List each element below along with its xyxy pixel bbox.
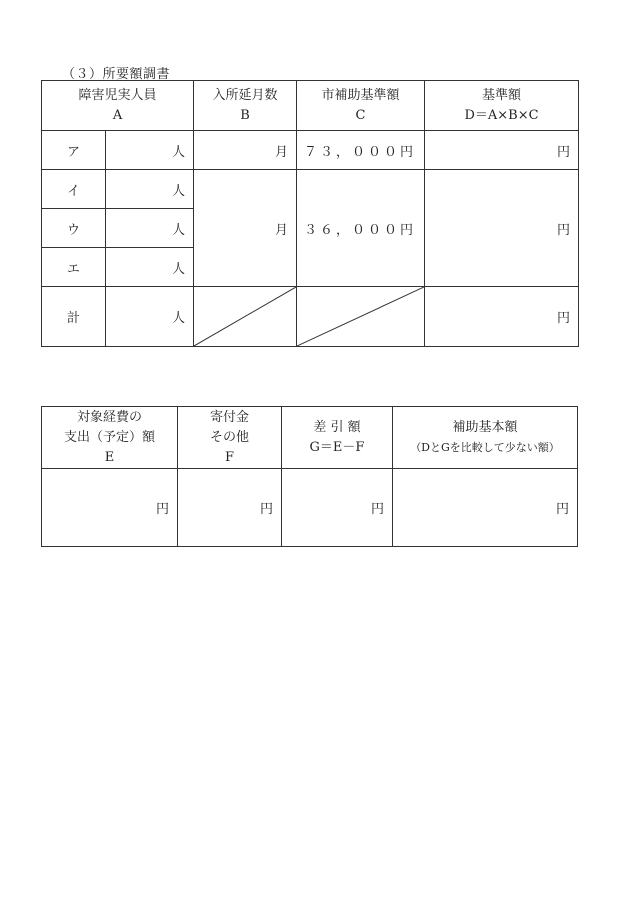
header-subsidy-rate-label: 市補助基準額 (321, 87, 400, 103)
rate-total-void (297, 287, 425, 347)
subsidy-rate-a: ７３，０００円 (297, 131, 425, 170)
persons-input-i[interactable]: 人 (106, 170, 194, 209)
header-difference (282, 407, 393, 469)
header-donation-line2: その他 (209, 429, 249, 445)
persons-input-e[interactable]: 人 (106, 248, 194, 287)
diagonal-line (297, 287, 424, 346)
header-subsidy-base-note: （DとGを比較して少ない額） (410, 440, 560, 454)
persons-total[interactable]: 人 (106, 287, 194, 347)
header-donation-letter: F (224, 449, 235, 465)
header-months-label: 入所延月数 (212, 87, 278, 103)
standard-amount-a[interactable]: 円 (425, 131, 579, 170)
header-subsidy-rate-letter: C (355, 107, 366, 123)
subsidy-base-table (41, 406, 578, 547)
standard-amount-iue[interactable]: 円 (425, 170, 579, 287)
header-difference-formula: G＝E－F (309, 439, 365, 455)
table-row-a (42, 131, 579, 170)
header-children-count-letter: A (112, 107, 123, 123)
header-difference-label: 差 引 額 (313, 419, 361, 435)
donation-amount[interactable]: 円 (178, 469, 282, 547)
row-label-a: ア (42, 131, 106, 170)
row-label-e: エ (42, 248, 106, 287)
requirement-table (41, 80, 579, 347)
table2-amount-row (42, 469, 578, 547)
row-label-total: 計 (42, 287, 106, 347)
months-total-void (194, 287, 297, 347)
header-subsidy-rate (297, 81, 425, 131)
months-input-iue[interactable]: 月 (194, 170, 297, 287)
header-standard-amount-formula: D＝A×B×C (464, 107, 539, 123)
target-expense-amount[interactable]: 円 (42, 469, 178, 547)
difference-amount[interactable]: 円 (282, 469, 393, 547)
section-title: （３）所要額調書 (62, 67, 171, 82)
header-standard-amount (425, 81, 579, 131)
table2-header-row (42, 407, 578, 469)
header-target-expense-line2: 支出（予定）額 (63, 429, 155, 445)
header-target-expense-letter: E (104, 449, 115, 465)
persons-input-u[interactable]: 人 (106, 209, 194, 248)
header-donation-line1: 寄付金 (209, 409, 249, 425)
header-children-count (42, 81, 194, 131)
table1-header-row (42, 81, 579, 131)
persons-input-a[interactable]: 人 (106, 131, 194, 170)
header-donation (178, 407, 282, 469)
header-target-expense-line1: 対象経費の (76, 409, 142, 425)
months-input-a[interactable]: 月 (194, 131, 297, 170)
subsidy-rate-iue: ３６，０００円 (297, 170, 425, 287)
header-children-count-label: 障害児実人員 (78, 87, 157, 103)
header-subsidy-base (393, 407, 578, 469)
standard-amount-total[interactable]: 円 (425, 287, 579, 347)
row-label-i: イ (42, 170, 106, 209)
header-months-letter: B (240, 107, 250, 123)
header-subsidy-base-label: 補助基本額 (452, 419, 518, 435)
header-target-expense (42, 407, 178, 469)
table-row-i (42, 170, 579, 209)
diagonal-line (194, 287, 296, 346)
header-months (194, 81, 297, 131)
header-standard-amount-label: 基準額 (482, 87, 522, 103)
subsidy-base-amount[interactable]: 円 (393, 469, 578, 547)
table-row-total (42, 287, 579, 347)
row-label-u: ウ (42, 209, 106, 248)
